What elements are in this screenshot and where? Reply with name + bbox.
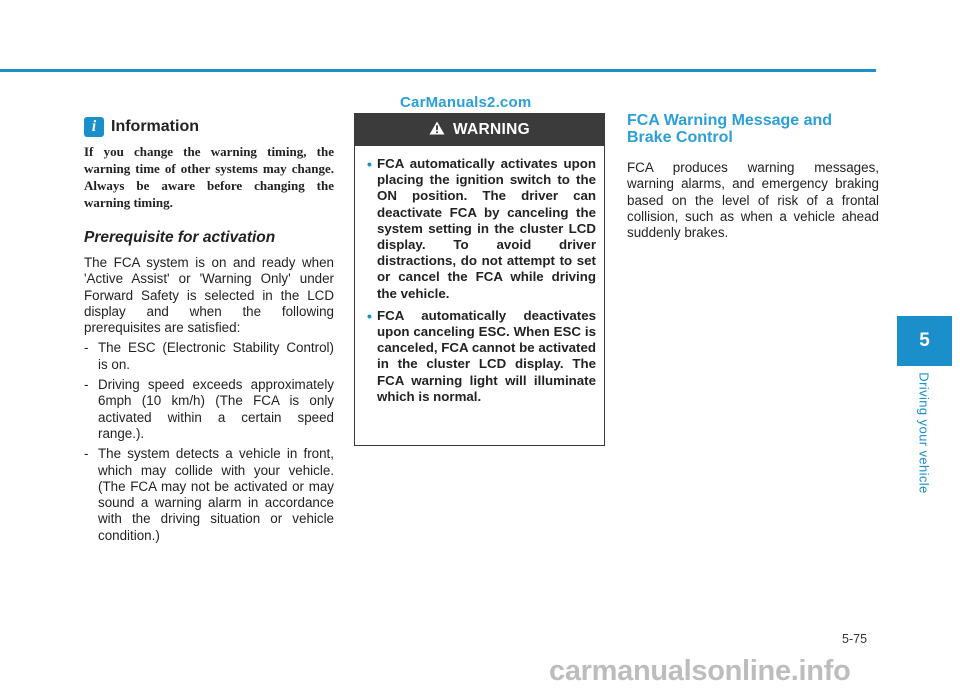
- warning-label: WARNING: [452, 121, 530, 138]
- warning-item: [367, 308, 596, 405]
- dash-marker: -: [84, 377, 89, 393]
- list-item-text: The system detects a vehicle in front, which may collide with your vehicle. (The FCA may not be activated or may sound a warning alarm in accordance with the driving situation or vehicle condition.): [98, 446, 334, 543]
- watermark-top: CarManuals2.com: [400, 94, 532, 111]
- watermark-bottom: carmanualsonline.info: [549, 655, 851, 687]
- chapter-label: Driving your vehicle: [916, 372, 932, 494]
- information-header: [84, 116, 334, 138]
- fca-section-body: FCA produces warning messages, warning alarms, and emergency braking based on the level of risk of a frontal collision, such as when a vehicle ahead suddenly brakes.: [627, 160, 879, 241]
- bullet-icon: •: [367, 307, 372, 324]
- list-item: [84, 340, 334, 373]
- fca-section-heading: [627, 112, 879, 146]
- list-item-text: The ESC (Electronic Stability Control) is on.: [98, 340, 334, 372]
- warning-item-text: FCA automatically activates upon placing the ignition switch to the ON position. The driver can deactivate FCA by canceling the system setting in the cluster LCD display. To avoid driver distractions, do not attempt to set or cancel the FCA while driving the vehicle.: [377, 156, 596, 301]
- prerequisite-list: [84, 340, 334, 544]
- top-rule: [0, 69, 876, 72]
- fca-heading-line2: Brake Control: [627, 129, 733, 146]
- prerequisite-intro: The FCA system is on and ready when 'Active Assist' or 'Warning Only' under Forward Safety is selected in the LCD display and when the following prerequisites are satisfied:: [84, 255, 334, 336]
- information-body: If you change the warning timing, the warning time of other systems may change. Always be aware before changing the warning timing.: [84, 144, 334, 210]
- dash-marker: -: [84, 446, 89, 462]
- fca-heading-line1: FCA Warning Message and: [627, 112, 833, 129]
- chapter-number-tab: 5: [897, 316, 952, 366]
- warning-body: [355, 146, 604, 405]
- info-i-icon: i: [84, 117, 104, 137]
- warning-item: [367, 156, 596, 302]
- warning-triangle-icon: [429, 121, 445, 140]
- prerequisite-heading: Prerequisite for activation: [84, 229, 276, 246]
- warning-item-text: FCA automatically deactivates upon canceling ESC. When ESC is canceled, FCA cannot be activated in the cluster LCD display. The FCA warning light will illuminate which is normal.: [377, 307, 596, 404]
- list-item-text: Driving speed exceeds approximately 6mph (10 km/h) (The FCA is only activated within a certain speed range.).: [98, 377, 334, 441]
- left-column: [84, 116, 334, 548]
- warning-header: [355, 114, 604, 146]
- warning-box: [354, 113, 605, 446]
- list-item: [84, 377, 334, 442]
- bullet-icon: •: [367, 156, 372, 172]
- page-number: 5-75: [842, 632, 868, 646]
- information-title: Information: [111, 118, 199, 135]
- right-column: [627, 112, 879, 241]
- dash-marker: -: [84, 340, 89, 356]
- list-item: [84, 446, 334, 544]
